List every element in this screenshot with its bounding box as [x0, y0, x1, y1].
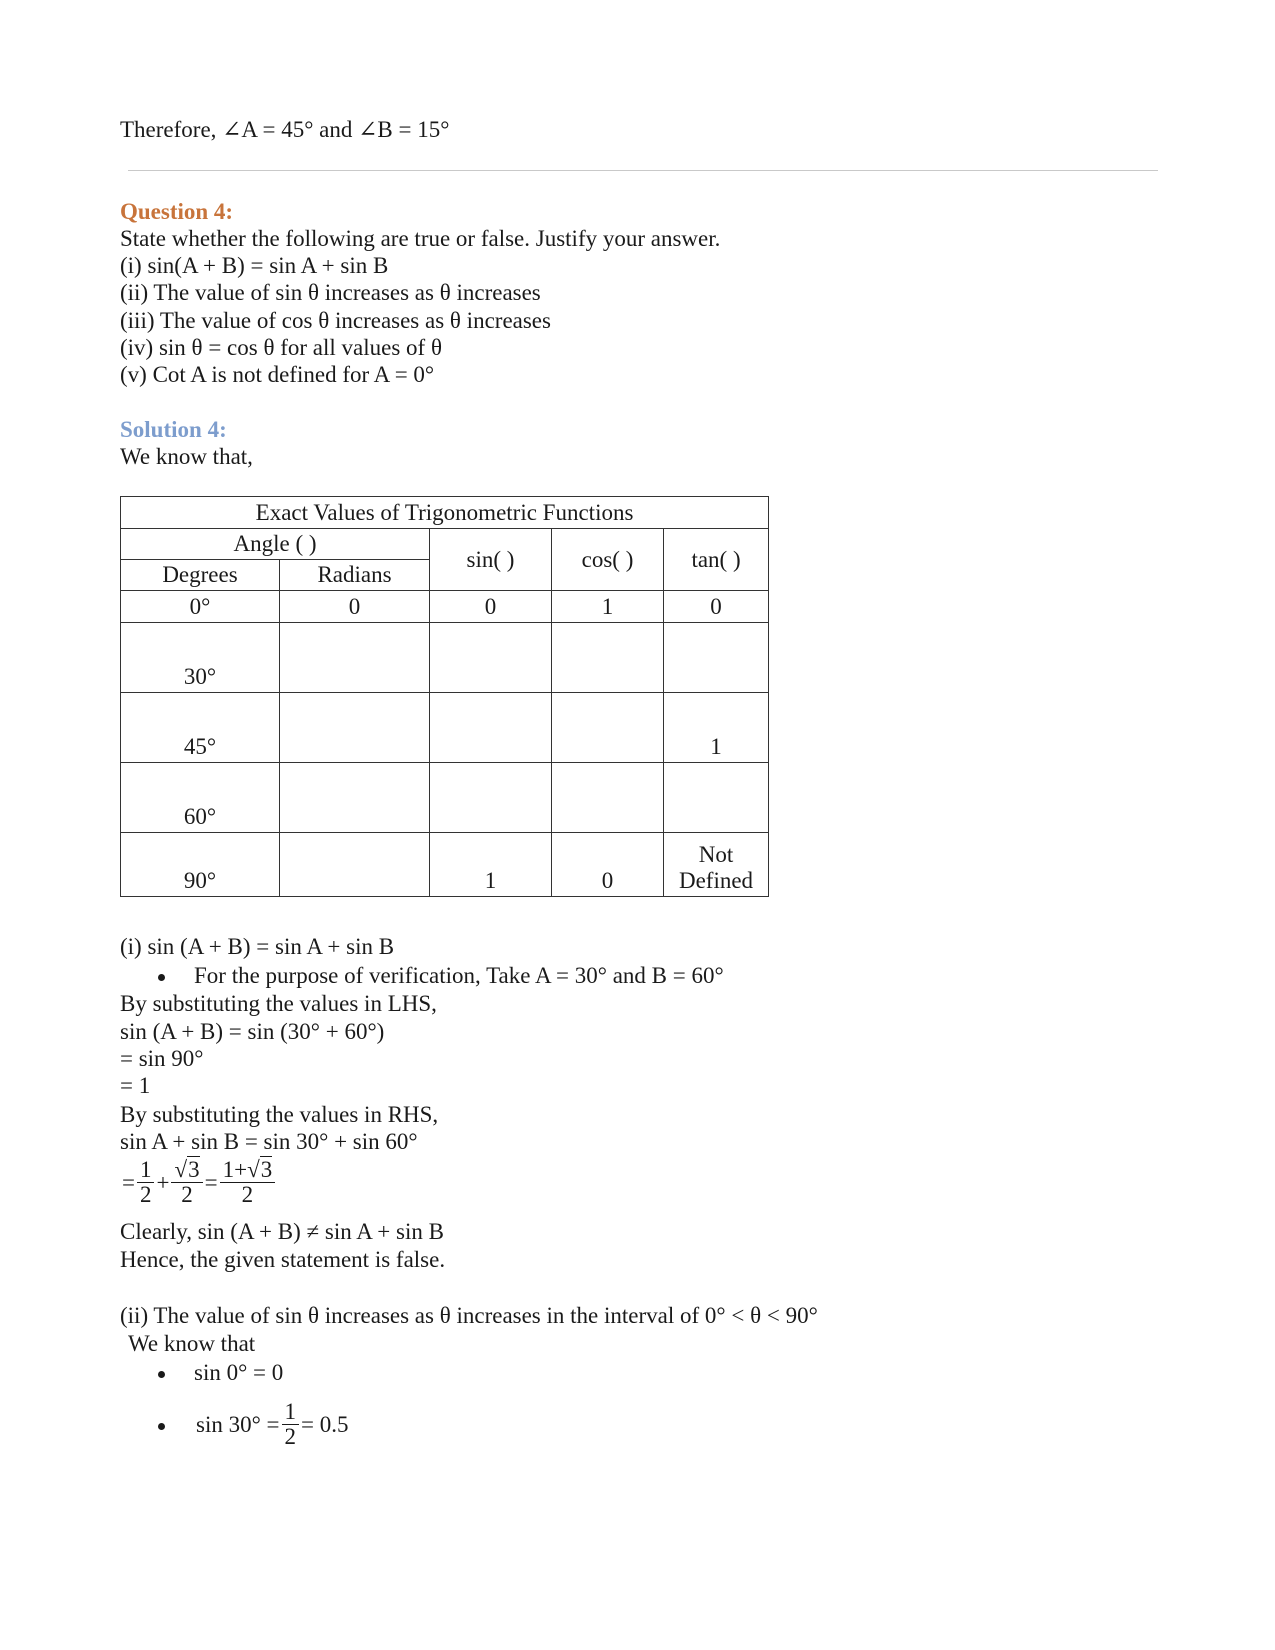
cos-header: cos( ) — [552, 529, 664, 591]
intro-text: Therefore, ∠A = 45° and ∠B = 15° — [120, 117, 450, 142]
sin-header: sin( ) — [430, 529, 552, 591]
solution-heading: Solution 4: — [120, 417, 227, 442]
table-row — [121, 693, 769, 763]
cell-cos: 0 — [552, 833, 664, 897]
cell-deg: 60° — [121, 763, 280, 833]
cell-deg: 0° — [121, 591, 280, 623]
degrees-header: Degrees — [121, 560, 280, 591]
cell-cos — [552, 623, 664, 693]
equals-sign: = — [204, 1169, 218, 1195]
cell-tan — [664, 623, 769, 693]
part1-conclusion: Clearly, sin (A + B) ≠ sin A + sin B — [120, 1219, 444, 1244]
cell-cos — [552, 763, 664, 833]
part1-lhs-line: = sin 90° — [120, 1046, 204, 1071]
part2-statement: (ii) The value of sin θ increases as θ increases in the interval of 0° < θ < 90° — [120, 1303, 818, 1328]
sqrt-icon: √3 — [247, 1157, 273, 1182]
table-row — [121, 623, 769, 693]
numerator: 1 — [282, 1400, 300, 1425]
part1-statement: (i) sin (A + B) = sin A + sin B — [120, 934, 395, 959]
table-title: Exact Values of Trigonometric Functions — [121, 497, 769, 529]
denominator: 2 — [181, 1182, 193, 1207]
equation-rhs: = 0.5 — [301, 1411, 349, 1437]
part1-lhs-intro: By substituting the values in LHS, — [120, 991, 437, 1016]
denominator: 2 — [284, 1424, 297, 1449]
part1-rhs-intro: By substituting the values in RHS, — [120, 1102, 439, 1127]
cell-sin: 0 — [430, 591, 552, 623]
question-item: (iv) sin θ = cos θ for all values of θ — [120, 335, 442, 360]
plus-sign: + — [156, 1169, 170, 1195]
cell-sin — [430, 693, 552, 763]
cell-cos: 1 — [552, 591, 664, 623]
cell-tan-line: Not — [698, 842, 734, 867]
cell-cos — [552, 693, 664, 763]
radians-header: Radians — [280, 560, 430, 591]
cell-deg: 30° — [121, 623, 280, 693]
sqrt-icon: √3 — [174, 1157, 200, 1182]
question-item: (iii) The value of cos θ increases as θ increases — [120, 308, 551, 333]
bullet-icon — [158, 974, 165, 981]
cell-rad — [280, 833, 430, 897]
tan-header: tan( ) — [664, 529, 769, 591]
cell-rad — [280, 763, 430, 833]
question-item: (i) sin(A + B) = sin A + sin B — [120, 253, 389, 278]
question-prompt: State whether the following are true or false. Justify your answer. — [120, 226, 721, 251]
denominator: 2 — [241, 1182, 254, 1207]
part2-bullet-fraction — [196, 1400, 349, 1449]
equals-sign: = — [122, 1169, 135, 1195]
radicand: 3 — [260, 1157, 273, 1182]
section-divider — [128, 170, 1158, 171]
cell-deg: 90° — [121, 833, 280, 897]
equation-lhs: sin 30° = — [196, 1411, 280, 1437]
numerator-part: 1+ — [222, 1157, 248, 1182]
cell-rad: 0 — [280, 591, 430, 623]
cell-tan: 1 — [664, 693, 769, 763]
fraction-equation — [120, 1158, 275, 1207]
cell-tan — [664, 833, 769, 897]
numerator — [171, 1158, 202, 1183]
bullet-icon — [158, 1423, 165, 1430]
question-heading: Question 4: — [120, 199, 234, 224]
table-row — [121, 591, 769, 623]
fraction — [220, 1158, 276, 1207]
part1-lhs-line: sin (A + B) = sin (30° + 60°) — [120, 1019, 385, 1044]
table-row — [121, 833, 769, 897]
part1-lhs-line: = 1 — [120, 1073, 151, 1098]
numerator: 1 — [137, 1158, 155, 1183]
question-item: (v) Cot A is not defined for A = 0° — [120, 362, 435, 387]
part1-conclusion: Hence, the given statement is false. — [120, 1247, 446, 1272]
cell-deg: 45° — [121, 693, 280, 763]
fraction — [137, 1158, 155, 1207]
trig-values-table — [120, 496, 769, 897]
cell-sin: 1 — [430, 833, 552, 897]
fraction — [282, 1400, 300, 1449]
question-item: (ii) The value of sin θ increases as θ increases — [120, 280, 541, 305]
part2-intro: We know that — [128, 1331, 256, 1356]
part2-bullet: sin 0° = 0 — [194, 1360, 284, 1385]
solution-intro: We know that, — [120, 444, 253, 469]
cell-rad — [280, 623, 430, 693]
fraction — [171, 1158, 202, 1207]
cell-tan-line: Defined — [678, 868, 754, 893]
numerator — [220, 1158, 276, 1183]
cell-rad — [280, 693, 430, 763]
radicand: 3 — [188, 1157, 200, 1182]
cell-sin — [430, 623, 552, 693]
angle-header: Angle ( ) — [121, 529, 430, 560]
denominator: 2 — [139, 1182, 152, 1207]
bullet-icon — [158, 1371, 165, 1378]
part1-rhs-line: sin A + sin B = sin 30° + sin 60° — [120, 1129, 418, 1154]
table-row — [121, 763, 769, 833]
cell-tan: 0 — [664, 591, 769, 623]
cell-tan — [664, 763, 769, 833]
part1-bullet: For the purpose of verification, Take A = 30° and B = 60° — [194, 963, 724, 988]
cell-sin — [430, 763, 552, 833]
